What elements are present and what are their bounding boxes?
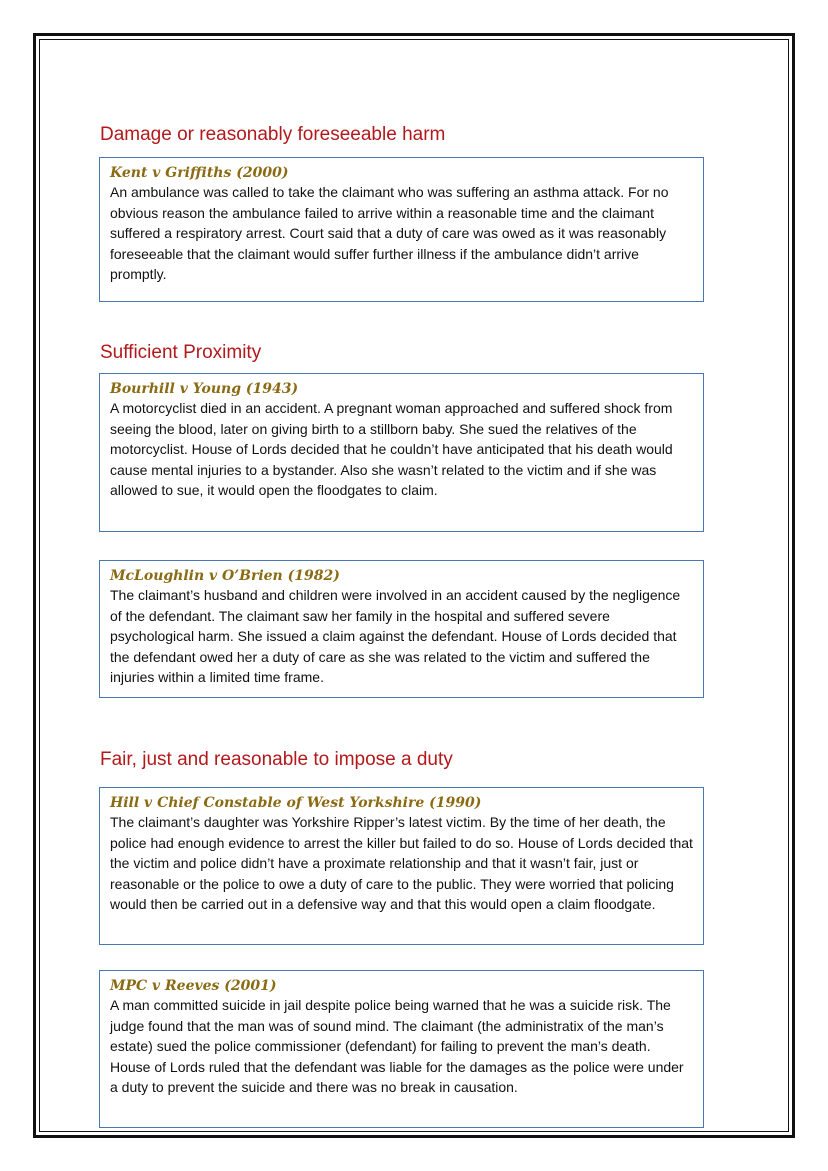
case-text: The claimant’s daughter was Yorkshire Ripper’s latest victim. By the time of her death, the police had enough evidence to arrest the killer but failed to do so. House of Lords decided that the victim and police didn’t have a proximate relationship and that it wasn’t fair, just or reasonable or the police to owe a duty of care to the public. They were worried that policing would then be carried out in a defensive way and that this would open a claim floodgate. [110,814,693,912]
case-title: Kent v Griffiths (2000) [110,165,289,181]
case-box-bourhill-v-young [99,373,704,532]
section-heading-foreseeable-harm: Damage or reasonably foreseeable harm [100,124,446,145]
section-heading-fair-just-reasonable: Fair, just and reasonable to impose a duty [100,749,453,770]
case-box-mpc-v-reeves [99,970,704,1128]
section-heading-sufficient-proximity: Sufficient Proximity [100,342,262,363]
case-box-mcloughlin-v-obrien [99,560,704,698]
case-text: The claimant’s husband and children were involved in an accident caused by the negligence of the defendant. The claimant saw her family in the hospital and suffered severe psychological harm. She issued a claim against the defendant. House of Lords decided that the defendant owed her a duty of care as she was related to the victim and suffered the injuries within a limited time frame. [110,587,681,685]
case-text: An ambulance was called to take the claimant who was suffering an asthma attack. For no obvious reason the ambulance failed to arrive within a reasonable time and the claimant suffered a respiratory arrest. Court said that a duty of care was owed as it was reasonably foreseeable that the claimant would suffer further illness if the ambulance didn’t arrive promptly. [110,184,669,282]
case-title: Bourhill v Young (1943) [110,381,299,397]
case-title: MPC v Reeves (2001) [110,978,277,994]
case-text: A man committed suicide in jail despite police being warned that he was a suicide risk. The judge found that the man was of sound mind. The claimant (the administratix of the man’s estate) sued the police commissioner (defendant) for failing to prevent the man’s death. House of Lords ruled that the defendant was liable for the damages as the police were under a duty to prevent the suicide and there was no break in causation. [110,997,684,1095]
case-title: Hill v Chief Constable of West Yorkshire (1990) [110,795,482,811]
case-box-hill-v-chief-constable [99,787,704,945]
case-box-kent-v-griffiths [99,157,704,302]
case-title: McLoughlin v O’Brien (1982) [110,568,340,584]
case-text: A motorcyclist died in an accident. A pregnant woman approached and suffered shock from seeing the blood, later on giving birth to a stillborn baby. She sued the relatives of the motorcyclist. House of Lords decided that he couldn’t have anticipated that his death would cause mental injuries to a bystander. Also she wasn’t related to the victim and if she was allowed to sue, it would open the floodgates to claim. [110,400,673,498]
